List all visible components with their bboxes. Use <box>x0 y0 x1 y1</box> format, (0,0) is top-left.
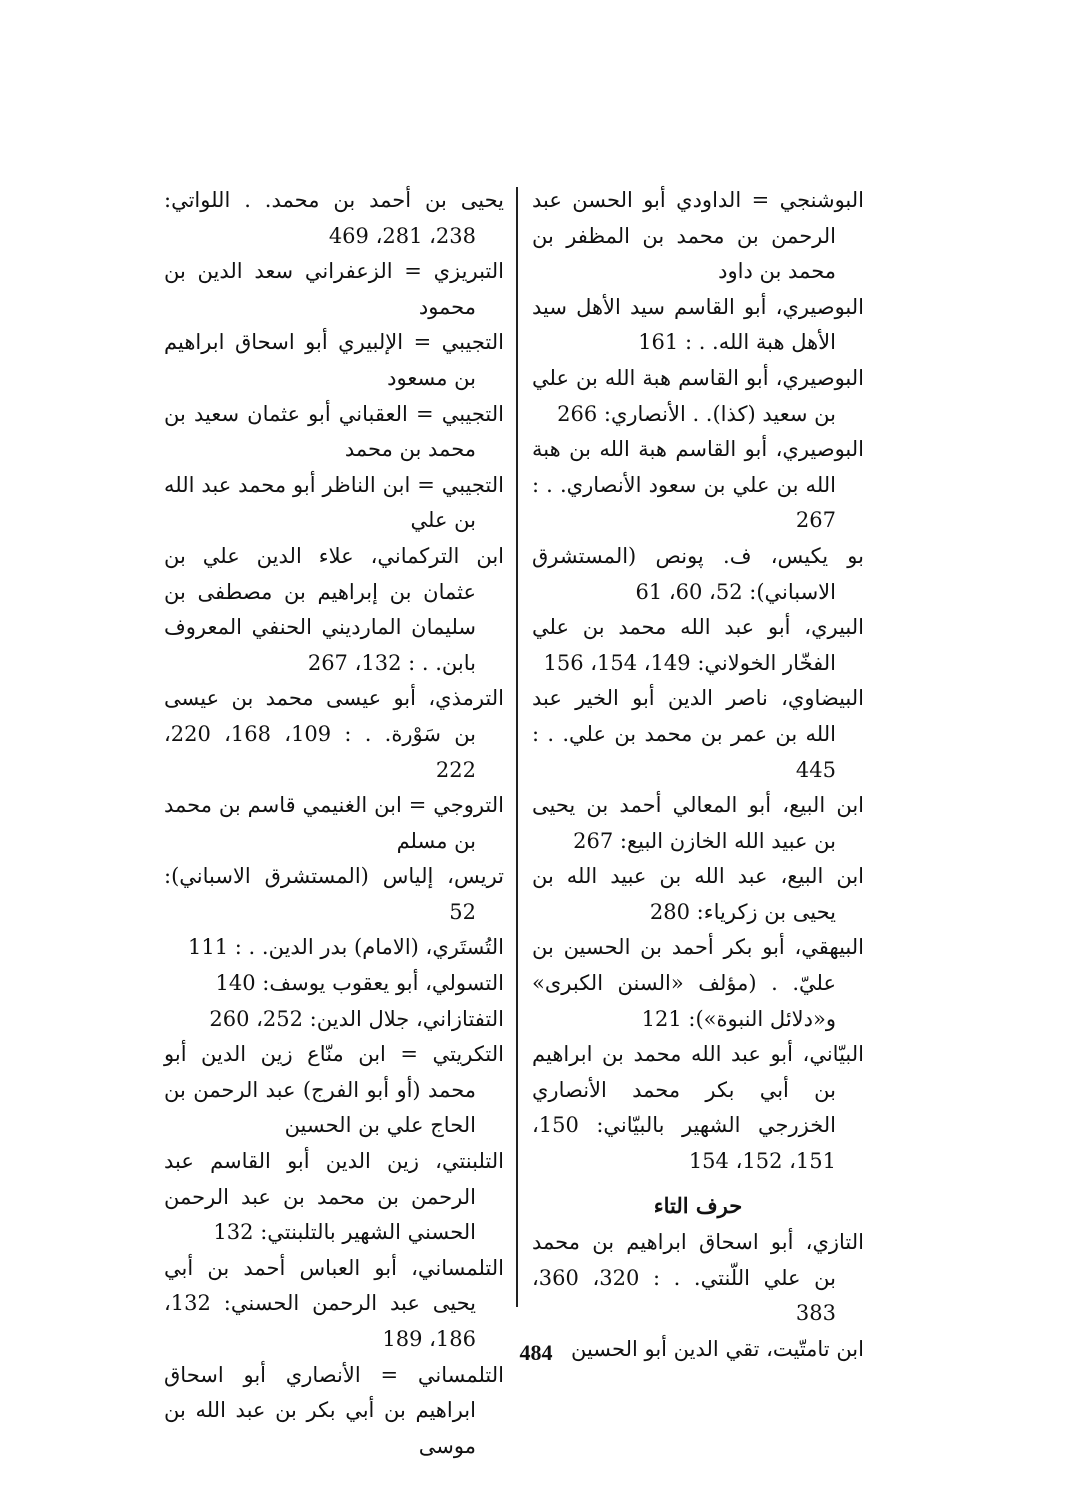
index-entry: تريس، إلياس (المستشرق الاسباني): 52 <box>164 864 504 924</box>
index-entry: التكريتي = ابن منّاع زين الدين أبو محمد (أو أبو الفرج) عبد الرحمن بن الحاج علي بن الحسين <box>164 1042 504 1138</box>
index-entry: التفتازاني، جلال الدين: 252، 260 <box>209 1006 504 1031</box>
left-column <box>164 183 504 1464</box>
index-entry: ابن التركماني، علاء الدين علي بن عثمان بن إبراهيم بن مصطفى بن سليمان المارديني الحنفي المعروف بابن. . : 132، 267 <box>164 543 504 675</box>
index-entry: التازي، أبو اسحاق ابراهيم بن محمد بن علي اللّنتي. . : 320، 360، 383 <box>532 1230 864 1326</box>
index-entry: البوصيري، أبو القاسم سيد الأهل سيد الأهل هبة الله. . : 161 <box>532 294 864 355</box>
index-entry: بو يكيس، ف. پونص (المستشرق الاسباني): 52، 60، 61 <box>532 543 864 604</box>
index-entry: التسولي، أبو يعقوب يوسف: 140 <box>215 971 504 996</box>
column-divider <box>516 187 518 1307</box>
index-entry: البيري، أبو عبد الله محمد بن علي الفخّار الخولاني: 149، 154، 156 <box>532 615 864 675</box>
index-entry: التبريزي = الزعفراني سعد الدين بن محمود <box>164 259 504 319</box>
index-entry: التلمساني، أبو العباس أحمد بن أبي يحيى عبد الرحمن الحسني: 132، 186، 189 <box>164 1255 504 1351</box>
section-heading: حرف التاء <box>653 1192 743 1218</box>
index-entry: التجيبي = ابن الناظر أبو محمد عبد الله بن علي <box>164 472 504 533</box>
index-entry: التلبنتي، زين الدين أبو القاسم عبد الرحمن بن محمد بن عبد الرحمن الحسني الشهير بالتلبنتي: 132 <box>164 1149 504 1245</box>
index-entry: البوصيري، أبو القاسم هبة الله بن هبة الله بن علي بن سعود الأنصاري. . : 267 <box>532 437 864 533</box>
index-entry: الترمذي، أبو عيسى محمد بن عيسى بن سَوْرة. . : 109، 168، 220، 222 <box>164 686 504 782</box>
index-entry: البيضاوي، ناصر الدين أبو الخير عبد الله بن عمر بن محمد بن علي. . : 445 <box>532 686 864 782</box>
index-entry: التجيبي = العقباني أبو عثمان سعيد بن محمد بن محمد <box>164 401 504 462</box>
page-number: 484 <box>519 1340 553 1365</box>
index-entry: ابن البيع، أبو المعالي أحمد بن يحيى بن عبيد الله الخازن البيع: 267 <box>532 793 864 853</box>
index-entry: البوصيري، أبو القاسم هبة الله بن علي بن سعيد (كذا). . الأنصاري: 266 <box>532 365 864 426</box>
index-entry: البوشنجي = الداودي أبو الحسن عبد الرحمن بن محمد بن المظفر بن محمد بن داود <box>532 188 864 284</box>
index-entry: التُستَري، (الامام) بدر الدين. . : 111 <box>188 935 504 960</box>
index-entry: البيهقي، أبو بكر أحمد بن الحسين بن عليّ. . (مؤلف «السنن الكبرى» و«دلائل النبوة»): 121 <box>532 935 864 1031</box>
index-entry: يحيى بن أحمد بن محمد. . اللواتي: 238، 281، 469 <box>164 188 504 248</box>
right-column <box>532 183 864 1368</box>
index-entry: التلمساني = الأنصاري أبو اسحاق ابراهيم بن أبي بكر بن عبد الله بن موسى <box>164 1362 504 1458</box>
index-entry: التروجي = ابن الغنيمي قاسم بن محمد بن مسلم <box>164 793 504 853</box>
index-entry: التجيبي = الإلبيري أبو اسحاق ابراهيم بن مسعود <box>164 330 504 390</box>
index-entry: ابن البيع، عبد الله بن عبيد الله بن يحيى بن زكرياء: 280 <box>532 864 864 924</box>
index-entry: ابن تامتّيت، تقي الدين أبو الحسين <box>570 1337 864 1361</box>
index-entry: البيّاني، أبو عبد الله محمد بن ابراهيم بن أبي بكر محمد الأنصاري الخزرجي الشهير بالبيّاني: 150، 151، 152، 154 <box>532 1042 864 1174</box>
